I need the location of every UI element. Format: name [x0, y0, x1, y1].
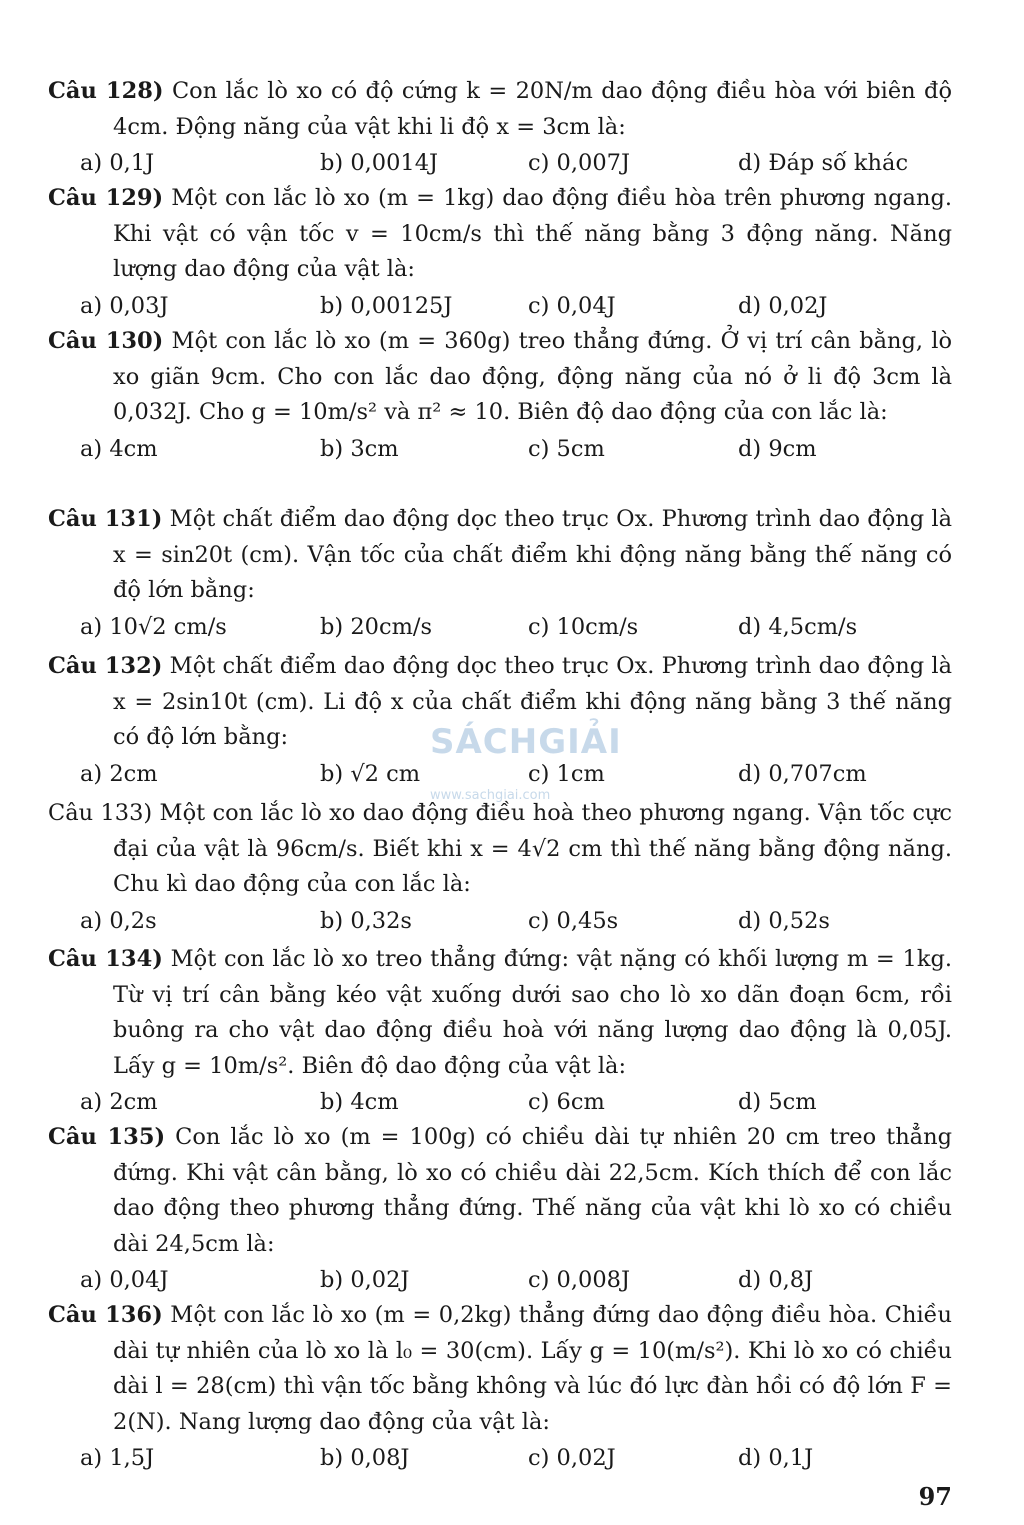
question-body: Một con lắc lò xo dao động điều hoà theo phương ngang. Vận tốc cực đại của vật là 96cm/s. Biết khi x = 4√2 cm thì thế năng bằng động năng. Chu kì dao động của con lắc là: — [113, 800, 953, 897]
question-text — [48, 502, 952, 609]
answer-b: b) 0,08J — [320, 1445, 410, 1471]
answer-options — [48, 1440, 952, 1476]
question-label: Câu 129) — [48, 185, 164, 211]
answer-b: b) 0,0014J — [320, 150, 439, 176]
watermark-url: www.sachgiai.com — [430, 788, 551, 803]
question-131 — [48, 502, 952, 645]
question-label: Câu 132) — [48, 653, 163, 679]
answer-options — [48, 145, 952, 181]
answer-a: a) 10√2 cm/s — [80, 613, 227, 640]
answer-b: b) 3cm — [320, 435, 399, 462]
answer-c: c) 5cm — [528, 435, 605, 462]
question-text — [48, 649, 952, 756]
answer-b: b) 4cm — [320, 1089, 399, 1115]
question-body: Một chất điểm dao động dọc theo trục Ox. Phương trình dao động là x = 2sin10t (cm). Li độ x của chất điểm khi động năng bằng 3 thế năng có độ lớn bằng: — [113, 653, 952, 750]
answer-d: d) 0,8J — [738, 1267, 814, 1293]
answer-b: b) 0,00125J — [320, 292, 453, 319]
question-body: Con lắc lò xo có độ cứng k = 20N/m dao động điều hòa với biên độ 4cm. Động năng của vật khi li độ x = 3cm là: — [113, 78, 953, 140]
answer-d: d) 0,02J — [738, 292, 828, 319]
question-text — [48, 1120, 952, 1262]
answer-c: c) 6cm — [528, 1089, 605, 1115]
answer-d: d) Đáp số khác — [738, 150, 909, 176]
answer-d: d) 9cm — [738, 435, 817, 462]
answer-a: a) 0,04J — [80, 1267, 169, 1293]
question-135 — [48, 1120, 952, 1298]
answer-c: c) 0,04J — [528, 292, 616, 319]
question-text — [48, 324, 952, 431]
question-132 — [48, 649, 952, 792]
question-text — [48, 74, 952, 145]
answer-a: a) 1,5J — [80, 1445, 155, 1471]
watermark-logo-text: SÁCHGIẢI — [430, 722, 622, 762]
answer-d: d) 0,52s — [738, 907, 830, 934]
question-130 — [48, 324, 952, 467]
question-label: Câu 135) — [48, 1124, 166, 1150]
question-label: Câu 136) — [48, 1302, 163, 1328]
answer-options — [48, 1084, 952, 1120]
answer-options — [48, 288, 952, 324]
answer-c: c) 0,008J — [528, 1267, 630, 1293]
answer-options — [48, 903, 952, 939]
answer-d: d) 4,5cm/s — [738, 613, 858, 640]
answer-d: d) 5cm — [738, 1089, 817, 1115]
answer-a: a) 0,1J — [80, 150, 155, 176]
page-number: 97 — [918, 1482, 952, 1511]
answer-b: b) 20cm/s — [320, 613, 433, 640]
question-body: Một con lắc lò xo (m = 1kg) dao động điều hòa trên phương ngang. Khi vật có vận tốc v = 10cm/s thì thế năng bằng 3 động năng. Năng lượng dao động của vật là: — [113, 185, 952, 282]
question-text — [48, 181, 952, 288]
answer-b: b) 0,32s — [320, 907, 412, 934]
answer-options — [48, 609, 952, 645]
answer-c: c) 0,45s — [528, 907, 619, 934]
answer-a: a) 2cm — [80, 1089, 158, 1115]
answer-c: c) 0,007J — [528, 150, 630, 176]
answer-b: b) √2 cm — [320, 760, 421, 787]
question-body: Một con lắc lò xo treo thẳng đứng: vật nặng có khối lượng m = 1kg. Từ vị trí cân bằng kéo vật xuống dưới sao cho lò xo dãn đoạn 6cm, rồi buông ra cho vật dao động điều hoà với năng lượng dao động là 0,05J. Lấy g = 10m/s². Biên độ dao động của vật là: — [113, 946, 953, 1079]
answer-options — [48, 431, 952, 467]
question-129 — [48, 181, 952, 324]
question-text — [48, 942, 952, 1084]
question-body: Một chất điểm dao động dọc theo trục Ox. Phương trình dao động là x = sin20t (cm). Vận tốc của chất điểm khi động năng bằng thế năng có độ lớn bằng: — [113, 506, 952, 603]
question-134 — [48, 942, 952, 1120]
question-text — [48, 796, 952, 903]
answer-options — [48, 1262, 952, 1298]
question-128 — [48, 74, 952, 181]
answer-c: c) 0,02J — [528, 1445, 616, 1471]
question-label: Câu 131) — [48, 506, 163, 532]
question-label: Câu 134) — [48, 946, 163, 972]
answer-d: d) 0,1J — [738, 1445, 814, 1471]
answer-options — [48, 756, 952, 792]
answer-b: b) 0,02J — [320, 1267, 410, 1293]
question-text — [48, 1298, 952, 1440]
answer-c: c) 1cm — [528, 760, 605, 787]
question-label: Câu 133) — [48, 800, 153, 826]
answer-a: a) 0,2s — [80, 907, 157, 934]
question-label: Câu 130) — [48, 328, 164, 354]
answer-a: a) 2cm — [80, 760, 158, 787]
answer-a: a) 4cm — [80, 435, 158, 462]
question-136 — [48, 1298, 952, 1476]
question-body: Con lắc lò xo (m = 100g) có chiều dài tự nhiên 20 cm treo thẳng đứng. Khi vật cân bằng, lò xo có chiều dài 22,5cm. Kích thích để con lắc dao động theo phương thẳng đứng. Thế năng của vật khi lò xo có chiều dài 24,5cm là: — [113, 1124, 952, 1257]
question-133 — [48, 796, 952, 939]
answer-c: c) 10cm/s — [528, 613, 639, 640]
answer-d: d) 0,707cm — [738, 760, 867, 787]
question-body: Một con lắc lò xo (m = 360g) treo thẳng đứng. Ở vị trí cân bằng, lò xo giãn 9cm. Cho con lắc dao động, động năng của nó ở li độ 3cm là 0,032J. Cho g = 10m/s² và π² ≈ 10. Biên độ dao động của con lắc là: — [113, 328, 952, 425]
answer-a: a) 0,03J — [80, 292, 169, 319]
question-label: Câu 128) — [48, 78, 164, 104]
question-body: Một con lắc lò xo (m = 0,2kg) thẳng đứng dao động điều hòa. Chiều dài tự nhiên của lò xo là l₀ = 30(cm). Lấy g = 10(m/s²). Khi lò xo có chiều dài l = 28(cm) thì vận tốc bằng không và lúc đó lực đàn hồi có độ lớn F = 2(N). Nang lượng dao động của vật là: — [113, 1302, 952, 1435]
